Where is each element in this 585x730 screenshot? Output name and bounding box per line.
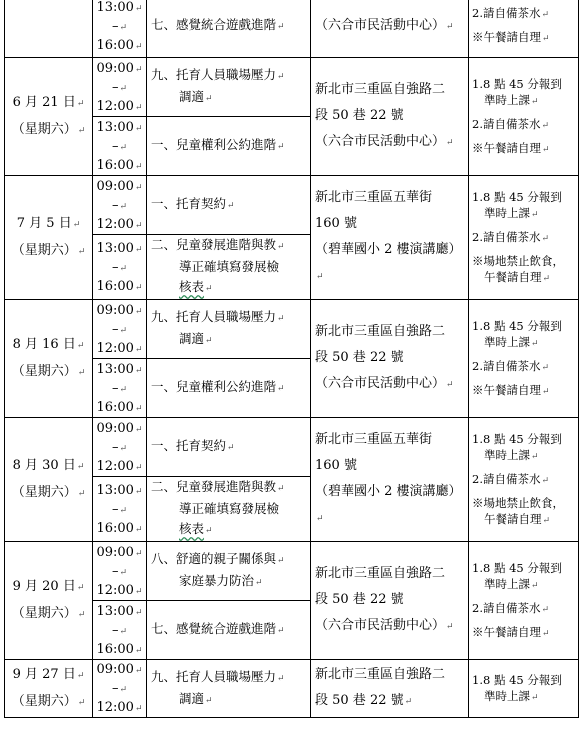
- note-line: ※場地禁止飲食，: [472, 253, 564, 268]
- topic-cell: [147, 359, 311, 418]
- time-cell: [93, 660, 147, 718]
- note-line: 1.8 點 45 分報到: [472, 672, 562, 687]
- note-paragraph: [472, 624, 575, 642]
- paragraph-mark: ↵: [119, 626, 128, 637]
- paragraph-mark: ↵: [541, 475, 550, 486]
- venue-cell: [311, 542, 469, 660]
- notes-cell: [469, 418, 579, 542]
- session-date: 6 月 21 日↵: [12, 94, 85, 110]
- paragraph-mark: ↵: [76, 98, 85, 109]
- time-dash: –↵: [111, 622, 128, 638]
- time-start: 13:00↵: [96, 240, 143, 256]
- note-line: ※午餐請自理↵: [472, 140, 550, 155]
- paragraph-mark: ↵: [531, 692, 539, 703]
- notes-cell: [469, 58, 579, 176]
- time-cell: [93, 300, 147, 359]
- notes-cell: [469, 176, 579, 300]
- note-line: 1.8 點 45 分報到: [472, 318, 562, 333]
- paragraph-mark: ↵: [134, 524, 143, 535]
- time-end: 16:00↵: [96, 399, 143, 415]
- time-start: 13:00↵: [96, 603, 143, 619]
- paragraph-mark: ↵: [119, 22, 128, 33]
- paragraph-mark: ↵: [542, 34, 550, 44]
- venue-line: （六合市民活動中心）↵: [315, 376, 454, 391]
- venue-line: （六合市民活動中心）↵: [315, 17, 454, 33]
- session-date: 9 月 27 日↵: [12, 666, 85, 682]
- topic-line: [151, 277, 306, 299]
- venue-line: （六合市民活動中心）↵: [315, 618, 454, 633]
- venue-line: 段 50 巷 22 號: [315, 592, 404, 607]
- note-line: 2.請自備茶水↵: [472, 600, 550, 615]
- paragraph-mark: ↵: [134, 306, 143, 317]
- session-weekday: （星期六）↵: [11, 121, 86, 137]
- paragraph-mark: ↵: [119, 443, 128, 454]
- time-end: 12:00↵: [96, 340, 143, 356]
- paragraph-mark: ↵: [277, 242, 285, 252]
- venue-line: 段 50 巷 22 號↵: [315, 693, 413, 708]
- paragraph-mark: ↵: [446, 21, 454, 32]
- paragraph-mark: ↵: [134, 607, 143, 618]
- topic-line: 九、托育人員職場壓力↵: [151, 668, 285, 684]
- paragraph-mark: ↵: [277, 314, 285, 324]
- paragraph-mark: ↵: [531, 338, 539, 349]
- paragraph-mark: ↵: [119, 142, 128, 153]
- paragraph-mark: ↵: [316, 514, 324, 524]
- note-line: 2.請自備茶水↵: [472, 358, 550, 373]
- paragraph-mark: ↵: [134, 161, 143, 172]
- topic-line: 導正確填寫發展檢: [179, 501, 280, 516]
- topic-line: 一、托育契約↵: [151, 196, 235, 211]
- note-paragraph: [472, 672, 575, 706]
- note-paragraph: [472, 318, 575, 352]
- time-end: 12:00↵: [96, 216, 143, 232]
- venue-cell: [311, 418, 469, 542]
- topic-line: 七、感覺統合遊戲進階↵: [151, 621, 285, 636]
- time-end: 12:00↵: [96, 700, 143, 715]
- topic-cell: [147, 58, 311, 117]
- time-dash: –↵: [111, 563, 128, 579]
- time-end: 16:00↵: [96, 278, 143, 294]
- time-dash: –↵: [111, 321, 128, 337]
- paragraph-mark: ↵: [134, 645, 143, 656]
- note-line: 2.請自備茶水↵: [472, 6, 550, 20]
- topic-cell: [147, 660, 311, 718]
- topic-line: 九、托育人員職場壓力↵: [151, 309, 285, 324]
- paragraph-mark: ↵: [77, 125, 86, 136]
- session-date: 8 月 16 日↵: [12, 336, 85, 352]
- paragraph-mark: ↵: [134, 102, 143, 113]
- venue-cell: [311, 0, 469, 58]
- note-paragraph: [472, 600, 575, 618]
- time-end: 16:00↵: [96, 520, 143, 536]
- venue-line: 新北市三重區自強路二: [315, 82, 446, 97]
- paragraph-mark: ↵: [134, 486, 143, 497]
- topic-cell: [147, 117, 311, 176]
- note-line: 2.請自備茶水↵: [472, 116, 550, 131]
- paragraph-mark: ↵: [541, 362, 550, 373]
- schedule-row: [5, 542, 579, 601]
- time-cell: [93, 418, 147, 477]
- note-paragraph: [472, 76, 575, 110]
- date-cell: [5, 0, 93, 58]
- note-paragraph: [472, 253, 575, 287]
- paragraph-mark: ↵: [542, 144, 550, 155]
- topic-line: 一、托育契約↵: [151, 438, 235, 453]
- note-line: 準時上課↵: [484, 205, 539, 220]
- topic-cell: [147, 235, 311, 300]
- paragraph-mark: ↵: [277, 22, 285, 32]
- paragraph-mark: ↵: [77, 697, 86, 708]
- note-line: ※場地禁止飲食，: [472, 495, 564, 510]
- paragraph-mark: ↵: [205, 284, 213, 294]
- venue-line: 段 50 巷 22 號: [315, 350, 404, 365]
- paragraph-mark: ↵: [277, 626, 285, 636]
- schedule-table: [4, 0, 579, 718]
- topic-line: 二、兒童發展進階與教↵: [151, 479, 285, 494]
- venue-line: （碧華國小 2 樓演講廳）↵: [315, 484, 462, 524]
- time-start: 09:00↵: [96, 420, 143, 436]
- note-line: ※午餐請自理↵: [472, 382, 550, 397]
- paragraph-mark: ↵: [77, 609, 86, 620]
- note-line: 1.8 點 45 分報到: [472, 431, 562, 446]
- topic-line: 一、兒童權利公約進階↵: [151, 137, 285, 152]
- schedule-row: [5, 0, 579, 58]
- paragraph-mark: ↵: [119, 505, 128, 516]
- topic-text: 核表: [179, 279, 205, 294]
- paragraph-mark: ↵: [227, 201, 235, 211]
- session-weekday: （星期六）↵: [11, 484, 86, 500]
- topic-line: 一、兒童權利公約進階↵: [151, 379, 285, 394]
- date-cell: [5, 660, 93, 718]
- venue-cell: [311, 300, 469, 418]
- time-cell: [93, 542, 147, 601]
- notes-cell: [469, 660, 579, 718]
- time-start: 09:00↵: [96, 544, 143, 560]
- time-cell: [93, 601, 147, 660]
- time-cell: [93, 117, 147, 176]
- note-paragraph: [472, 471, 575, 489]
- paragraph-mark: ↵: [76, 582, 85, 593]
- session-weekday: （星期六）↵: [11, 605, 86, 621]
- note-paragraph: [472, 229, 575, 247]
- paragraph-mark: ↵: [77, 246, 86, 257]
- time-cell: [93, 359, 147, 418]
- paragraph-mark: ↵: [255, 578, 263, 588]
- venue-line: 新北市三重區五華街: [315, 190, 433, 205]
- note-paragraph: [472, 29, 575, 47]
- session-weekday: （星期六）↵: [11, 242, 86, 258]
- time-cell: [93, 176, 147, 235]
- topic-line: 八、舒適的親子關係與↵: [151, 551, 285, 566]
- time-dash: –↵: [111, 501, 128, 517]
- time-end: 16:00↵: [96, 37, 143, 53]
- time-start: 13:00↵: [96, 482, 143, 498]
- paragraph-mark: ↵: [134, 344, 143, 355]
- paragraph-mark: ↵: [446, 138, 454, 148]
- note-paragraph: [472, 431, 575, 465]
- paragraph-mark: ↵: [134, 244, 143, 255]
- paragraph-mark: ↵: [134, 586, 143, 597]
- paragraph-mark: ↵: [205, 336, 213, 346]
- paragraph-mark: ↵: [134, 462, 143, 473]
- date-cell: [5, 418, 93, 542]
- time-start: 09:00↵: [96, 662, 143, 677]
- topic-cell: [147, 418, 311, 477]
- note-paragraph: [472, 560, 575, 594]
- paragraph-mark: ↵: [277, 673, 285, 684]
- venue-line: 新北市三重區自強路二: [315, 324, 446, 339]
- note-paragraph: [472, 358, 575, 376]
- note-line: ※午餐請自理↵: [472, 624, 550, 639]
- session-weekday: （星期六）↵: [11, 693, 86, 709]
- note-line: 午餐請自理↵: [484, 511, 551, 526]
- session-weekday: （星期六）↵: [11, 363, 86, 379]
- paragraph-mark: ↵: [541, 120, 550, 131]
- note-line: 準時上課↵: [484, 92, 539, 107]
- paragraph-mark: ↵: [277, 556, 285, 566]
- paragraph-mark: ↵: [134, 365, 143, 376]
- paragraph-mark: ↵: [205, 94, 213, 104]
- paragraph-mark: ↵: [134, 704, 143, 714]
- venue-line: 160 號: [315, 216, 357, 231]
- time-start: 13:00↵: [96, 361, 143, 377]
- paragraph-mark: ↵: [531, 451, 539, 462]
- time-start: 09:00↵: [96, 178, 143, 194]
- paragraph-mark: ↵: [77, 488, 86, 499]
- paragraph-mark: ↵: [134, 64, 143, 75]
- paragraph-mark: ↵: [134, 403, 143, 414]
- date-cell: [5, 300, 93, 418]
- venue-line: （六合市民活動中心）↵: [315, 134, 454, 149]
- date-cell: [5, 58, 93, 176]
- paragraph-mark: ↵: [404, 697, 413, 707]
- paragraph-mark: ↵: [119, 384, 128, 395]
- time-dash: –↵: [111, 79, 128, 95]
- topic-cell: [147, 300, 311, 359]
- paragraph-mark: ↵: [119, 263, 128, 274]
- time-end: 16:00↵: [96, 641, 143, 657]
- paragraph-mark: ↵: [446, 380, 454, 390]
- note-line: 2.請自備茶水↵: [472, 229, 550, 244]
- venue-line: 新北市三重區自強路二: [315, 667, 446, 682]
- time-end: 12:00↵: [96, 98, 143, 114]
- topic-text: 核表: [179, 521, 205, 536]
- venue-line: 新北市三重區五華街: [315, 432, 433, 447]
- paragraph-mark: ↵: [119, 685, 128, 695]
- schedule-row: [5, 58, 579, 117]
- note-line: 準時上課↵: [484, 688, 539, 703]
- note-line: 1.8 點 45 分報到: [472, 76, 562, 91]
- paragraph-mark: ↵: [134, 123, 143, 134]
- paragraph-mark: ↵: [205, 695, 213, 706]
- topic-line: 調適↵: [179, 331, 213, 346]
- schedule-row: [5, 176, 579, 235]
- session-date: 9 月 20 日↵: [12, 578, 85, 594]
- paragraph-mark: ↵: [76, 670, 85, 681]
- paragraph-mark: ↵: [76, 461, 85, 472]
- date-cell: [5, 176, 93, 300]
- paragraph-mark: ↵: [134, 182, 143, 193]
- venue-cell: [311, 660, 469, 718]
- time-dash: –↵: [111, 380, 128, 396]
- time-dash: –↵: [111, 259, 128, 275]
- paragraph-mark: ↵: [119, 567, 128, 578]
- topic-line: 調適↵: [179, 690, 213, 706]
- paragraph-mark: ↵: [134, 666, 143, 676]
- paragraph-mark: ↵: [541, 604, 550, 615]
- session-date: 8 月 30 日↵: [12, 457, 85, 473]
- paragraph-mark: ↵: [542, 628, 550, 639]
- note-paragraph: [472, 5, 575, 23]
- topic-cell: [147, 542, 311, 601]
- paragraph-mark: ↵: [277, 484, 285, 494]
- topic-line: 七、感覺統合遊戲進階↵: [151, 17, 285, 32]
- paragraph-mark: ↵: [134, 41, 143, 52]
- notes-cell: [469, 300, 579, 418]
- paragraph-mark: ↵: [134, 220, 143, 231]
- topic-line: 二、兒童發展進階與教↵: [151, 237, 285, 252]
- paragraph-mark: ↵: [316, 272, 324, 282]
- paragraph-mark: ↵: [134, 3, 143, 14]
- time-start: 13:00↵: [96, 0, 143, 15]
- paragraph-mark: ↵: [531, 209, 539, 220]
- venue-cell: [311, 58, 469, 176]
- time-start: 13:00↵: [96, 119, 143, 135]
- time-start: 09:00↵: [96, 302, 143, 318]
- note-line: 2.請自備茶水↵: [472, 471, 550, 486]
- venue-cell: [311, 176, 469, 300]
- topic-cell: [147, 176, 311, 235]
- topic-cell: [147, 0, 311, 58]
- paragraph-mark: ↵: [119, 201, 128, 212]
- topic-line: 家庭暴力防治↵: [179, 573, 263, 588]
- time-dash: –↵: [111, 138, 128, 154]
- venue-line: 160 號: [315, 458, 357, 473]
- time-cell: [93, 0, 147, 58]
- schedule-row: [5, 418, 579, 477]
- venue-line: （碧華國小 2 樓演講廳）↵: [315, 242, 462, 282]
- paragraph-mark: ↵: [446, 622, 454, 632]
- time-cell: [93, 235, 147, 300]
- paragraph-mark: ↵: [205, 526, 213, 536]
- topic-line: 導正確填寫發展檢: [179, 259, 280, 274]
- schedule-row: [5, 660, 579, 718]
- time-dash: –↵: [111, 18, 128, 34]
- time-end: 12:00↵: [96, 582, 143, 598]
- topic-cell: [147, 477, 311, 542]
- schedule-row: [5, 300, 579, 359]
- time-dash: –↵: [111, 681, 128, 696]
- paragraph-mark: ↵: [119, 83, 128, 94]
- time-end: 16:00↵: [96, 157, 143, 173]
- paragraph-mark: ↵: [541, 10, 550, 20]
- schedule-body: [5, 0, 579, 718]
- note-line: 午餐請自理↵: [484, 269, 551, 284]
- paragraph-mark: ↵: [542, 386, 550, 397]
- topic-cell: [147, 601, 311, 660]
- paragraph-mark: ↵: [134, 424, 143, 435]
- note-line: 1.8 點 45 分報到: [472, 189, 562, 204]
- venue-line: 新北市三重區自強路二: [315, 566, 446, 581]
- paragraph-mark: ↵: [134, 282, 143, 293]
- paragraph-mark: ↵: [541, 233, 550, 244]
- note-paragraph: [472, 495, 575, 529]
- paragraph-mark: ↵: [76, 340, 85, 351]
- venue-line: 段 50 巷 22 號: [315, 108, 404, 123]
- note-paragraph: [472, 116, 575, 134]
- time-cell: [93, 477, 147, 542]
- notes-cell: [469, 542, 579, 660]
- note-paragraph: [472, 382, 575, 400]
- date-cell: [5, 542, 93, 660]
- paragraph-mark: ↵: [542, 273, 551, 284]
- paragraph-mark: ↵: [119, 325, 128, 336]
- note-line: 準時上課↵: [484, 576, 539, 591]
- paragraph-mark: ↵: [542, 515, 551, 526]
- paragraph-mark: ↵: [277, 384, 285, 394]
- topic-line: [151, 519, 306, 541]
- time-cell: [93, 58, 147, 117]
- topic-line: 調適↵: [179, 89, 213, 104]
- session-date: 7 月 5 日↵: [16, 215, 81, 231]
- note-line: 準時上課↵: [484, 447, 539, 462]
- paragraph-mark: ↵: [72, 219, 81, 230]
- paragraph-mark: ↵: [277, 142, 285, 152]
- time-dash: –↵: [111, 197, 128, 213]
- time-end: 12:00↵: [96, 458, 143, 474]
- note-line: 1.8 點 45 分報到: [472, 560, 562, 575]
- note-paragraph: [472, 189, 575, 223]
- time-start: 09:00↵: [96, 60, 143, 76]
- note-line: ※午餐請自理↵: [472, 30, 550, 44]
- note-paragraph: [472, 140, 575, 158]
- paragraph-mark: ↵: [227, 443, 235, 453]
- paragraph-mark: ↵: [77, 367, 86, 378]
- topic-line: 九、托育人員職場壓力↵: [151, 67, 285, 82]
- note-line: 準時上課↵: [484, 334, 539, 349]
- notes-cell: [469, 0, 579, 58]
- paragraph-mark: ↵: [277, 72, 285, 82]
- paragraph-mark: ↵: [531, 96, 539, 107]
- paragraph-mark: ↵: [531, 580, 539, 591]
- paragraph-mark: ↵: [134, 548, 143, 559]
- time-dash: –↵: [111, 439, 128, 455]
